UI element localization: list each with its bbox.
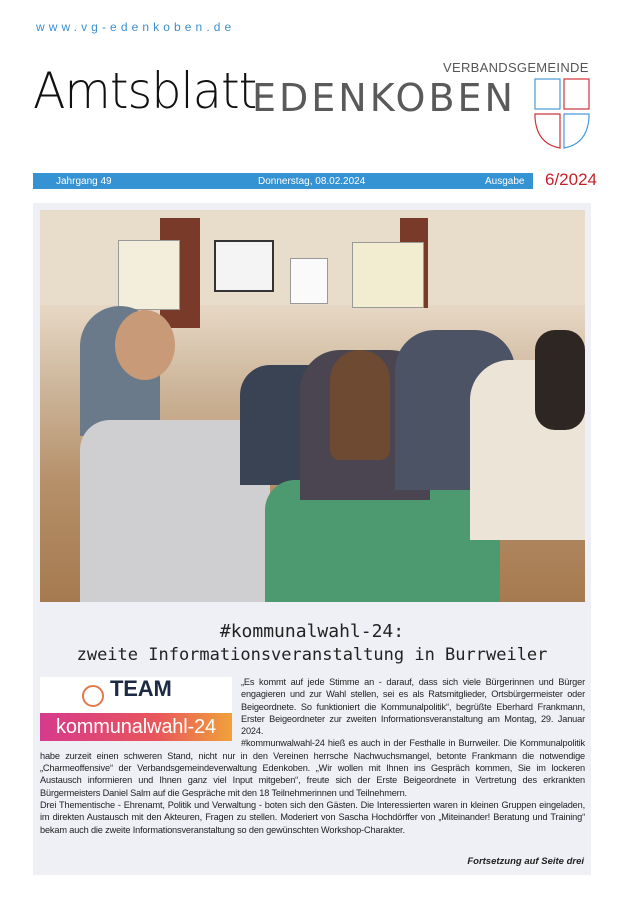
- ballot-cross-icon: [82, 685, 104, 707]
- event-photo: [40, 210, 585, 602]
- article-body: [40, 676, 585, 836]
- issue-label: Ausgabe: [485, 175, 525, 187]
- continuation-link[interactable]: Fortsetzung auf Seite drei: [467, 856, 584, 867]
- website-url[interactable]: www.vg-edenkoben.de: [36, 20, 236, 34]
- org-name: EDENKOBEN: [252, 76, 516, 120]
- lead-article: [33, 203, 591, 875]
- volume: Jahrgang 49: [56, 175, 112, 187]
- logo-team-text: TEAM: [110, 676, 172, 701]
- issue-info-bar: [33, 173, 533, 189]
- coat-of-arms-icon: [532, 78, 594, 150]
- paragraph: „Es kommt auf jede Stimme an - darauf, dass sich viele Bürgerinnen und Bürger engagieren und zur Wahl stellen, sei es als Ratsmitglieder, Ortsbürgermeister oder Beigeordnete. So funktioniert die Kommunalpolitik“, begrüßte Eberhard Frankmann, Erster Beigeordneter zur zweiten Informationsveranstaltung am Montag, 29. Januar 2024.: [241, 677, 585, 737]
- issue-number: 6/2024: [545, 170, 597, 189]
- paragraph: #kommunwalwahl-24 hieß es auch in der Festhalle in Burrweiler. Die Kommunalpolitik habe zurzeit einen schweren Stand, nicht nur in den Vereinen herrsche Nachwuchsmangel, betonte Frankmann die notwendige „Charmeoffensive“ der Verbandsgemeindeverwaltung Edenkoben. „Wir wollen mit Ihnen ins Gespräch kommen, Sie im lockeren Austausch informieren und Ihnen ganz viel Input mitgeben“, freute sich der Erste Beigeordnete in Vertretung des erkrankten Bürgermeisters Daniel Salm auf die Gespräche mit den 18 Teilnehmerinnen und Teilnehmern.: [40, 738, 585, 798]
- headline-hashtag: #kommunalwahl-24:: [219, 621, 405, 642]
- paragraph: Drei Thementische - Ehrenamt, Politik und Verwaltung - boten sich den Gästen. Die Interessierten waren in kleinen Gruppen eingeladen, im direkten Austausch mit den Akteuren, Fragen zu stellen. Moderiert von Sascha Hochdörffer von „Miteinander! Beratung und Training“ bekam auch die zweite Informationsveranstaltung so den gewünschten Workshop-Charakter.: [40, 799, 585, 835]
- kommunalwahl-logo: [40, 677, 232, 741]
- headline: zweite Informationsveranstaltung in Burrweiler: [76, 645, 548, 665]
- logo-campaign-text: kommunalwahl-24: [40, 713, 232, 741]
- publication-title: Amtsblatt: [33, 62, 257, 120]
- org-label: VERBANDSGEMEINDE: [443, 60, 589, 75]
- publication-date: Donnerstag, 08.02.2024: [258, 175, 366, 187]
